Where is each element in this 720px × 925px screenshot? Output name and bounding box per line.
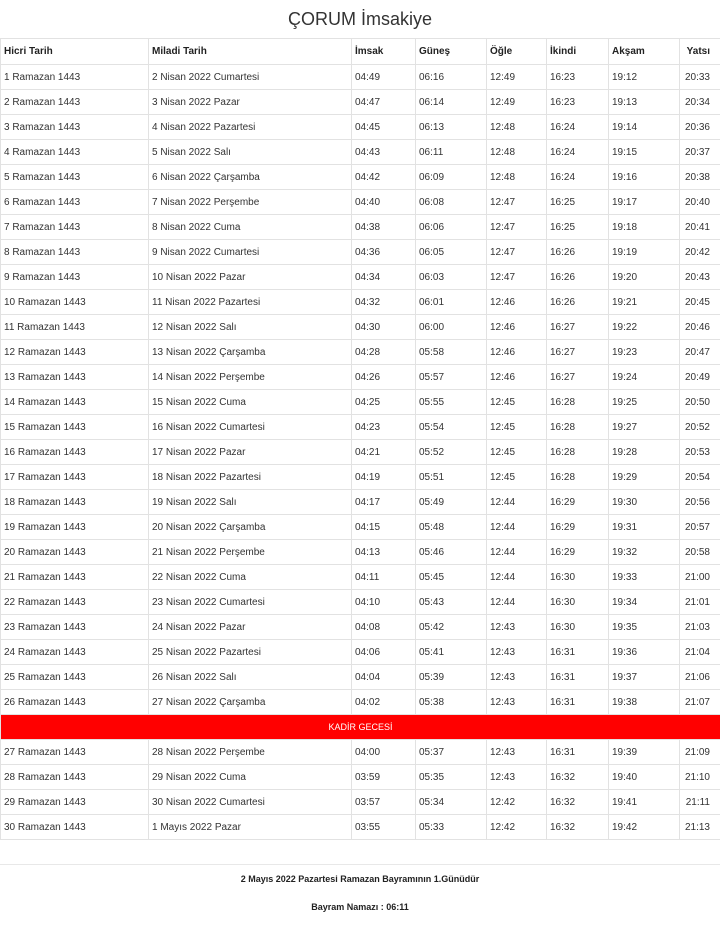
cell-aksam: 19:27 [609,415,680,440]
cell-hicri-tarih: 9 Ramazan 1443 [1,265,149,290]
cell-ikindi: 16:30 [547,590,609,615]
cell-gunes: 06:11 [416,140,487,165]
cell-gunes: 05:33 [416,815,487,840]
cell-ogle: 12:46 [487,340,547,365]
cell-miladi-tarih: 16 Nisan 2022 Cumartesi [149,415,352,440]
cell-miladi-tarih: 29 Nisan 2022 Cuma [149,765,352,790]
cell-gunes: 05:43 [416,590,487,615]
cell-gunes: 06:00 [416,315,487,340]
cell-gunes: 05:35 [416,765,487,790]
cell-ikindi: 16:24 [547,115,609,140]
cell-yatsi: 20:49 [680,365,720,390]
cell-ikindi: 16:23 [547,65,609,90]
page-title: ÇORUM İmsakiye [287,9,432,29]
cell-ikindi: 16:26 [547,240,609,265]
cell-gunes: 05:49 [416,490,487,515]
cell-hicri-tarih: 28 Ramazan 1443 [1,765,149,790]
table-row [1,465,720,490]
cell-aksam: 19:24 [609,365,680,390]
table-row [1,265,720,290]
cell-yatsi: 20:45 [680,290,720,315]
cell-ogle: 12:48 [487,165,547,190]
cell-aksam: 19:38 [609,690,680,715]
cell-imsak: 04:28 [352,340,416,365]
cell-gunes: 05:46 [416,540,487,565]
cell-yatsi: 20:58 [680,540,720,565]
cell-miladi-tarih: 21 Nisan 2022 Perşembe [149,540,352,565]
table-header-row [1,39,720,65]
cell-imsak: 04:45 [352,115,416,140]
cell-imsak: 03:55 [352,815,416,840]
cell-ikindi: 16:28 [547,440,609,465]
cell-ikindi: 16:27 [547,340,609,365]
cell-yatsi: 20:38 [680,165,720,190]
cell-hicri-tarih: 18 Ramazan 1443 [1,490,149,515]
cell-ikindi: 16:31 [547,640,609,665]
cell-ogle: 12:47 [487,240,547,265]
cell-ogle: 12:42 [487,790,547,815]
table-row [1,515,720,540]
cell-miladi-tarih: 1 Mayıs 2022 Pazar [149,815,352,840]
cell-imsak: 03:59 [352,765,416,790]
cell-ikindi: 16:25 [547,215,609,240]
table-row [1,215,720,240]
cell-gunes: 05:39 [416,665,487,690]
cell-ikindi: 16:29 [547,540,609,565]
cell-hicri-tarih: 15 Ramazan 1443 [1,415,149,440]
cell-hicri-tarih: 26 Ramazan 1443 [1,690,149,715]
bayram-note: 2 Mayıs 2022 Pazartesi Ramazan Bayramının 1.Günüdür [240,874,480,884]
cell-ikindi: 16:30 [547,615,609,640]
cell-yatsi: 20:43 [680,265,720,290]
table-row [1,665,720,690]
cell-yatsi: 20:56 [680,490,720,515]
table-row [1,590,720,615]
cell-aksam: 19:16 [609,165,680,190]
cell-aksam: 19:22 [609,315,680,340]
cell-imsak: 04:49 [352,65,416,90]
cell-imsak: 04:00 [352,740,416,765]
table-row [1,390,720,415]
cell-imsak: 04:06 [352,640,416,665]
cell-miladi-tarih: 28 Nisan 2022 Perşembe [149,740,352,765]
cell-aksam: 19:37 [609,665,680,690]
cell-aksam: 19:30 [609,490,680,515]
cell-aksam: 19:25 [609,390,680,415]
cell-hicri-tarih: 27 Ramazan 1443 [1,740,149,765]
cell-aksam: 19:15 [609,140,680,165]
cell-imsak: 04:11 [352,565,416,590]
table-row [1,540,720,565]
cell-ikindi: 16:26 [547,265,609,290]
cell-imsak: 03:57 [352,790,416,815]
header-yatsi: Yatsı [680,39,720,65]
cell-yatsi: 20:50 [680,390,720,415]
cell-imsak: 04:19 [352,465,416,490]
table-row [1,65,720,90]
cell-imsak: 04:32 [352,290,416,315]
cell-gunes: 06:09 [416,165,487,190]
cell-hicri-tarih: 12 Ramazan 1443 [1,340,149,365]
table-row [1,315,720,340]
cell-aksam: 19:34 [609,590,680,615]
cell-hicri-tarih: 2 Ramazan 1443 [1,90,149,115]
cell-hicri-tarih: 14 Ramazan 1443 [1,390,149,415]
cell-ogle: 12:42 [487,815,547,840]
header-imsak: İmsak [352,39,416,65]
cell-miladi-tarih: 3 Nisan 2022 Pazar [149,90,352,115]
cell-miladi-tarih: 14 Nisan 2022 Perşembe [149,365,352,390]
cell-ikindi: 16:32 [547,815,609,840]
cell-gunes: 06:05 [416,240,487,265]
table-row [1,90,720,115]
cell-imsak: 04:34 [352,265,416,290]
cell-hicri-tarih: 7 Ramazan 1443 [1,215,149,240]
cell-gunes: 05:57 [416,365,487,390]
cell-aksam: 19:32 [609,540,680,565]
cell-miladi-tarih: 23 Nisan 2022 Cumartesi [149,590,352,615]
cell-miladi-tarih: 8 Nisan 2022 Cuma [149,215,352,240]
table-row [1,640,720,665]
cell-miladi-tarih: 4 Nisan 2022 Pazartesi [149,115,352,140]
header-ogle: Öğle [487,39,547,65]
cell-ikindi: 16:24 [547,165,609,190]
cell-aksam: 19:28 [609,440,680,465]
table-row [1,140,720,165]
cell-yatsi: 20:34 [680,90,720,115]
cell-miladi-tarih: 13 Nisan 2022 Çarşamba [149,340,352,365]
cell-ogle: 12:43 [487,740,547,765]
table-body [1,65,720,840]
cell-imsak: 04:15 [352,515,416,540]
kadir-gecesi-row [1,715,720,740]
cell-aksam: 19:18 [609,215,680,240]
cell-imsak: 04:42 [352,165,416,190]
cell-ogle: 12:47 [487,215,547,240]
cell-ogle: 12:48 [487,115,547,140]
cell-aksam: 19:33 [609,565,680,590]
cell-ikindi: 16:28 [547,390,609,415]
cell-miladi-tarih: 18 Nisan 2022 Pazartesi [149,465,352,490]
cell-gunes: 06:13 [416,115,487,140]
cell-yatsi: 21:00 [680,565,720,590]
cell-yatsi: 20:52 [680,415,720,440]
cell-gunes: 06:14 [416,90,487,115]
cell-hicri-tarih: 20 Ramazan 1443 [1,540,149,565]
cell-aksam: 19:13 [609,90,680,115]
cell-imsak: 04:10 [352,590,416,615]
cell-ogle: 12:48 [487,140,547,165]
table-row [1,740,720,765]
cell-yatsi: 21:13 [680,815,720,840]
cell-yatsi: 21:04 [680,640,720,665]
cell-gunes: 05:58 [416,340,487,365]
cell-aksam: 19:12 [609,65,680,90]
table-row [1,790,720,815]
cell-hicri-tarih: 25 Ramazan 1443 [1,665,149,690]
cell-aksam: 19:41 [609,790,680,815]
cell-ikindi: 16:25 [547,190,609,215]
cell-ikindi: 16:28 [547,415,609,440]
cell-miladi-tarih: 25 Nisan 2022 Pazartesi [149,640,352,665]
cell-hicri-tarih: 19 Ramazan 1443 [1,515,149,540]
cell-yatsi: 20:53 [680,440,720,465]
cell-gunes: 06:08 [416,190,487,215]
cell-yatsi: 20:41 [680,215,720,240]
cell-gunes: 05:37 [416,740,487,765]
cell-hicri-tarih: 30 Ramazan 1443 [1,815,149,840]
table-row [1,365,720,390]
cell-aksam: 19:23 [609,340,680,365]
cell-miladi-tarih: 7 Nisan 2022 Perşembe [149,190,352,215]
cell-ikindi: 16:27 [547,365,609,390]
cell-ikindi: 16:30 [547,565,609,590]
cell-yatsi: 20:42 [680,240,720,265]
cell-ikindi: 16:32 [547,790,609,815]
cell-gunes: 05:45 [416,565,487,590]
cell-imsak: 04:21 [352,440,416,465]
cell-imsak: 04:23 [352,415,416,440]
cell-aksam: 19:42 [609,815,680,840]
cell-ogle: 12:45 [487,440,547,465]
cell-gunes: 05:54 [416,415,487,440]
cell-miladi-tarih: 20 Nisan 2022 Çarşamba [149,515,352,540]
cell-imsak: 04:25 [352,390,416,415]
cell-gunes: 05:42 [416,615,487,640]
table-row [1,765,720,790]
cell-miladi-tarih: 12 Nisan 2022 Salı [149,315,352,340]
cell-miladi-tarih: 11 Nisan 2022 Pazartesi [149,290,352,315]
cell-hicri-tarih: 11 Ramazan 1443 [1,315,149,340]
cell-ogle: 12:43 [487,690,547,715]
table-row [1,440,720,465]
cell-aksam: 19:31 [609,515,680,540]
cell-ogle: 12:45 [487,390,547,415]
cell-ogle: 12:47 [487,265,547,290]
cell-miladi-tarih: 15 Nisan 2022 Cuma [149,390,352,415]
cell-hicri-tarih: 6 Ramazan 1443 [1,190,149,215]
cell-ogle: 12:44 [487,515,547,540]
table-row [1,190,720,215]
cell-aksam: 19:20 [609,265,680,290]
cell-hicri-tarih: 1 Ramazan 1443 [1,65,149,90]
cell-ogle: 12:46 [487,365,547,390]
cell-ogle: 12:44 [487,590,547,615]
cell-gunes: 05:34 [416,790,487,815]
cell-hicri-tarih: 10 Ramazan 1443 [1,290,149,315]
cell-yatsi: 21:11 [680,790,720,815]
cell-imsak: 04:38 [352,215,416,240]
cell-hicri-tarih: 5 Ramazan 1443 [1,165,149,190]
cell-ogle: 12:44 [487,540,547,565]
cell-ikindi: 16:32 [547,765,609,790]
cell-aksam: 19:40 [609,765,680,790]
table-row [1,115,720,140]
cell-gunes: 06:16 [416,65,487,90]
table-row [1,240,720,265]
header-ikindi: İkindi [547,39,609,65]
cell-ogle: 12:43 [487,665,547,690]
cell-gunes: 05:38 [416,690,487,715]
cell-ogle: 12:44 [487,565,547,590]
table-row [1,165,720,190]
cell-yatsi: 20:37 [680,140,720,165]
table-row [1,690,720,715]
cell-ikindi: 16:29 [547,515,609,540]
cell-ogle: 12:46 [487,315,547,340]
cell-yatsi: 21:06 [680,665,720,690]
table-row [1,490,720,515]
cell-hicri-tarih: 24 Ramazan 1443 [1,640,149,665]
cell-yatsi: 20:36 [680,115,720,140]
cell-imsak: 04:36 [352,240,416,265]
cell-yatsi: 20:54 [680,465,720,490]
cell-yatsi: 20:46 [680,315,720,340]
cell-imsak: 04:08 [352,615,416,640]
cell-aksam: 19:17 [609,190,680,215]
cell-gunes: 06:03 [416,265,487,290]
cell-miladi-tarih: 10 Nisan 2022 Pazar [149,265,352,290]
cell-aksam: 19:36 [609,640,680,665]
cell-ikindi: 16:31 [547,740,609,765]
cell-ogle: 12:45 [487,415,547,440]
cell-yatsi: 21:01 [680,590,720,615]
cell-miladi-tarih: 9 Nisan 2022 Cumartesi [149,240,352,265]
cell-hicri-tarih: 21 Ramazan 1443 [1,565,149,590]
cell-hicri-tarih: 8 Ramazan 1443 [1,240,149,265]
cell-miladi-tarih: 2 Nisan 2022 Cumartesi [149,65,352,90]
cell-gunes: 05:52 [416,440,487,465]
cell-imsak: 04:30 [352,315,416,340]
cell-ikindi: 16:31 [547,665,609,690]
cell-miladi-tarih: 26 Nisan 2022 Salı [149,665,352,690]
cell-yatsi: 20:33 [680,65,720,90]
cell-miladi-tarih: 24 Nisan 2022 Pazar [149,615,352,640]
header-hicri-tarih: Hicri Tarih [1,39,149,65]
cell-imsak: 04:17 [352,490,416,515]
header-aksam: Akşam [609,39,680,65]
cell-imsak: 04:02 [352,690,416,715]
table-row [1,415,720,440]
header-gunes: Güneş [416,39,487,65]
table-row [1,290,720,315]
cell-miladi-tarih: 30 Nisan 2022 Cumartesi [149,790,352,815]
cell-imsak: 04:04 [352,665,416,690]
cell-ogle: 12:46 [487,290,547,315]
cell-hicri-tarih: 17 Ramazan 1443 [1,465,149,490]
cell-ikindi: 16:29 [547,490,609,515]
table-row [1,565,720,590]
cell-ikindi: 16:28 [547,465,609,490]
cell-hicri-tarih: 29 Ramazan 1443 [1,790,149,815]
table-row [1,615,720,640]
cell-miladi-tarih: 5 Nisan 2022 Salı [149,140,352,165]
cell-ikindi: 16:31 [547,690,609,715]
cell-gunes: 05:48 [416,515,487,540]
cell-hicri-tarih: 23 Ramazan 1443 [1,615,149,640]
cell-miladi-tarih: 27 Nisan 2022 Çarşamba [149,690,352,715]
cell-yatsi: 21:10 [680,765,720,790]
cell-ogle: 12:44 [487,490,547,515]
cell-imsak: 04:26 [352,365,416,390]
cell-imsak: 04:13 [352,540,416,565]
cell-aksam: 19:39 [609,740,680,765]
cell-imsak: 04:47 [352,90,416,115]
cell-ikindi: 16:27 [547,315,609,340]
cell-imsak: 04:40 [352,190,416,215]
cell-yatsi: 21:07 [680,690,720,715]
cell-ogle: 12:49 [487,90,547,115]
cell-ogle: 12:47 [487,190,547,215]
cell-miladi-tarih: 22 Nisan 2022 Cuma [149,565,352,590]
cell-hicri-tarih: 16 Ramazan 1443 [1,440,149,465]
cell-gunes: 05:41 [416,640,487,665]
cell-imsak: 04:43 [352,140,416,165]
cell-miladi-tarih: 17 Nisan 2022 Pazar [149,440,352,465]
cell-aksam: 19:35 [609,615,680,640]
cell-hicri-tarih: 22 Ramazan 1443 [1,590,149,615]
cell-yatsi: 21:03 [680,615,720,640]
cell-hicri-tarih: 3 Ramazan 1443 [1,115,149,140]
cell-ogle: 12:49 [487,65,547,90]
cell-yatsi: 20:40 [680,190,720,215]
cell-aksam: 19:29 [609,465,680,490]
cell-gunes: 06:01 [416,290,487,315]
cell-gunes: 06:06 [416,215,487,240]
table-row [1,815,720,840]
cell-gunes: 05:55 [416,390,487,415]
kadir-gecesi-label: KADİR GECESİ [1,715,720,740]
cell-yatsi: 20:47 [680,340,720,365]
cell-ogle: 12:45 [487,465,547,490]
table-row [1,340,720,365]
cell-hicri-tarih: 13 Ramazan 1443 [1,365,149,390]
cell-ikindi: 16:24 [547,140,609,165]
cell-ikindi: 16:26 [547,290,609,315]
cell-hicri-tarih: 4 Ramazan 1443 [1,140,149,165]
cell-yatsi: 20:57 [680,515,720,540]
cell-ogle: 12:43 [487,765,547,790]
bayram-namazi: Bayram Namazı : 06:11 [311,902,409,912]
cell-yatsi: 21:09 [680,740,720,765]
cell-ikindi: 16:23 [547,90,609,115]
header-miladi-tarih: Miladi Tarih [149,39,352,65]
cell-ogle: 12:43 [487,615,547,640]
cell-miladi-tarih: 19 Nisan 2022 Salı [149,490,352,515]
footer [0,864,720,912]
cell-aksam: 19:21 [609,290,680,315]
cell-aksam: 19:19 [609,240,680,265]
cell-miladi-tarih: 6 Nisan 2022 Çarşamba [149,165,352,190]
cell-aksam: 19:14 [609,115,680,140]
cell-gunes: 05:51 [416,465,487,490]
cell-ogle: 12:43 [487,640,547,665]
imsakiye-table [0,38,720,840]
